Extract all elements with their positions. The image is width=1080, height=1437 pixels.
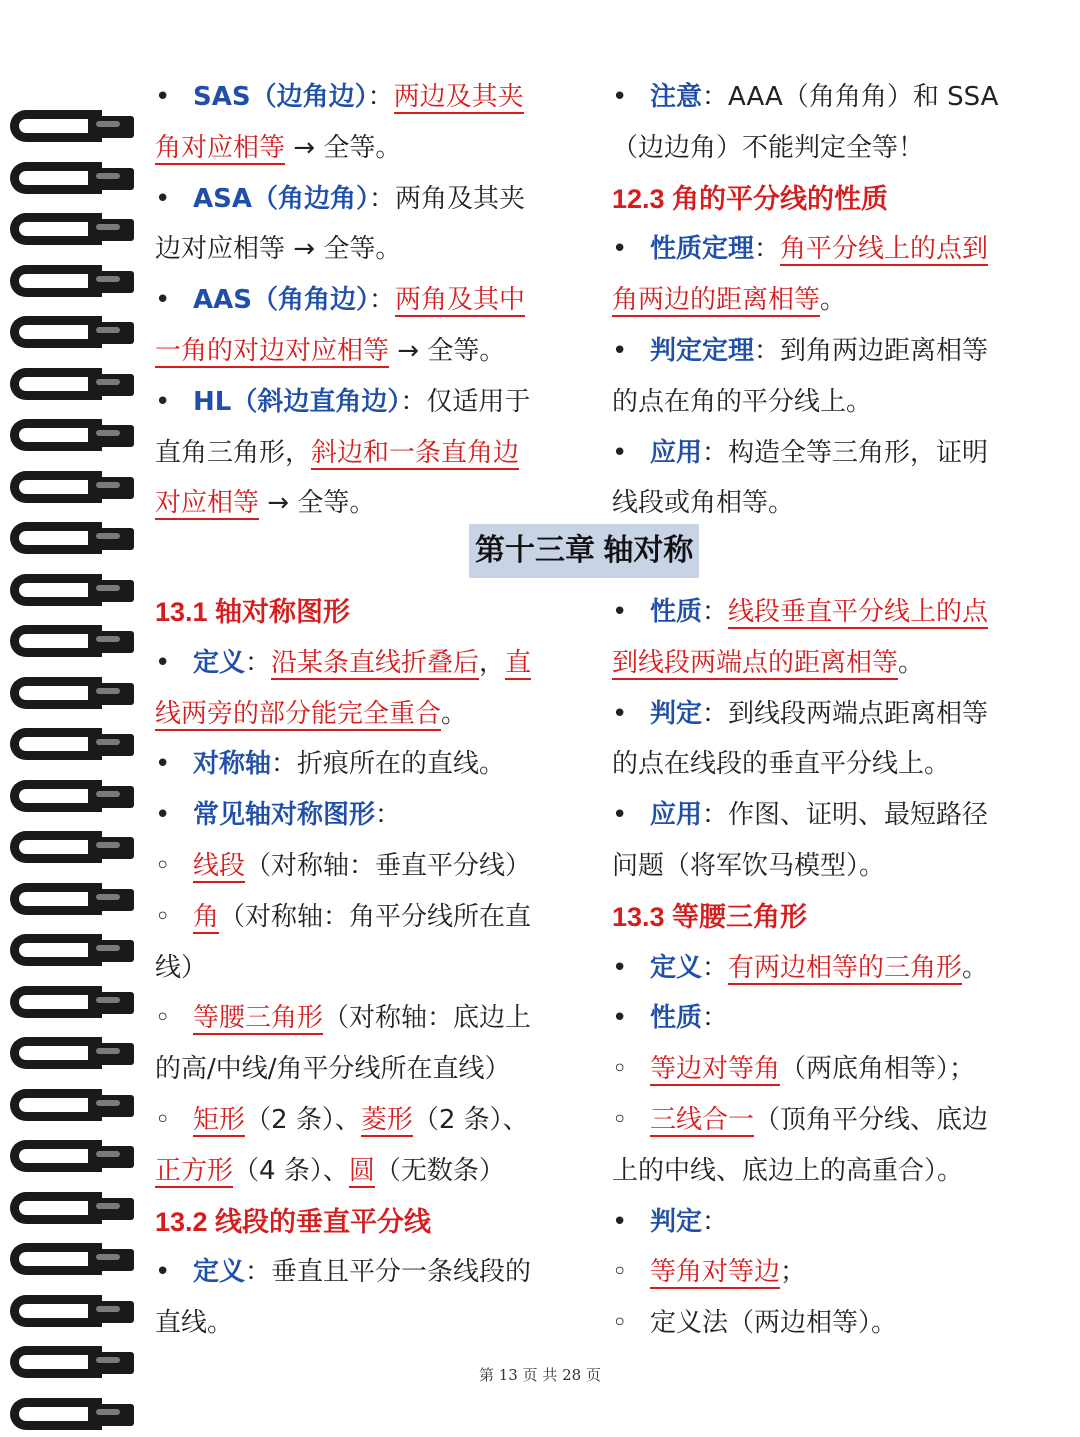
term: 定义 (193, 647, 246, 678)
spiral-coil (10, 780, 130, 818)
list-item (612, 224, 1032, 275)
list-item-cont (155, 478, 575, 529)
text: ：仅适用于 (400, 386, 531, 417)
highlight-text: 沿某条直线折叠后 (271, 647, 480, 678)
left-column-top (155, 72, 575, 529)
highlight-text: 线段 (193, 850, 246, 881)
circle-bullet: ◦ (612, 1054, 628, 1085)
term: 判定 (650, 1206, 703, 1237)
section-heading (612, 892, 1032, 943)
text: ： (702, 1206, 729, 1237)
bullet: • (612, 335, 628, 366)
list-item (155, 377, 575, 428)
list-item (155, 739, 575, 790)
text: 线段或角相等。 (612, 488, 795, 519)
text: ：到线段两端点距离相等 (702, 698, 989, 729)
bullet: • (612, 698, 628, 729)
spiral-coil (10, 471, 130, 509)
term-hl: HL（斜边直角边） (193, 386, 401, 417)
text: 边对应相等 → 全等。 (155, 234, 402, 265)
right-column-top (612, 72, 1032, 529)
highlight-text: 等边对等角 (650, 1054, 781, 1085)
text: ， (479, 647, 506, 678)
section-heading (155, 1197, 575, 1248)
highlight-text: 正方形 (155, 1155, 234, 1186)
highlight-text: 角对应相等 (155, 132, 286, 163)
spiral-coil (10, 1089, 130, 1127)
sub-item-cont (155, 943, 575, 994)
text: （两底角相等）； (780, 1054, 976, 1085)
circle-bullet: ◦ (612, 1308, 628, 1339)
text: ： (375, 800, 402, 831)
sub-item (612, 1298, 1032, 1349)
spiral-coil (10, 986, 130, 1024)
highlight-text: 线两旁的部分能完全重合 (155, 698, 442, 729)
bullet: • (612, 952, 628, 983)
left-column-bottom (155, 587, 575, 1349)
sub-item (612, 1095, 1032, 1146)
highlight-text: 三线合一 (650, 1104, 755, 1135)
spiral-coil (10, 883, 130, 921)
text: 的点在线段的垂直平分线上。 (612, 749, 951, 780)
bullet: • (612, 234, 628, 265)
bullet: • (155, 800, 171, 831)
term: 定义 (193, 1257, 246, 1288)
spiral-coil (10, 419, 130, 457)
list-item (612, 1197, 1032, 1248)
list-item (155, 275, 575, 326)
section-heading (612, 174, 1032, 225)
highlight-text: 到线段两端点的距离相等 (612, 647, 899, 678)
highlight-text: 角两边的距离相等 (612, 285, 821, 316)
sub-item-cont (612, 1146, 1032, 1197)
term: 判定 (650, 698, 703, 729)
list-item-cont (612, 638, 1032, 689)
circle-bullet: ◦ (155, 901, 171, 932)
text: （对称轴：角平分线所在直 (219, 901, 532, 932)
term: 应用 (650, 437, 703, 468)
term-asa: ASA（角边角） (193, 183, 369, 214)
term-aas: AAS（角角边） (193, 285, 369, 316)
spiral-coil (10, 625, 130, 663)
highlight-text: 角 (193, 901, 220, 932)
sub-item (155, 993, 575, 1044)
highlight-text: 菱形 (360, 1104, 413, 1135)
spiral-coil (10, 574, 130, 612)
spiral-coil (10, 1295, 130, 1333)
text: ：到角两边距离相等 (754, 335, 989, 366)
text: ： (754, 234, 781, 265)
spiral-coil (10, 162, 130, 200)
list-item (612, 428, 1032, 479)
text: 上的中线、底边上的高重合）。 (612, 1155, 964, 1186)
spiral-coil (10, 368, 130, 406)
list-item-cont (612, 841, 1032, 892)
term: 应用 (650, 800, 703, 831)
circle-bullet: ◦ (155, 1104, 171, 1135)
bullet: • (155, 82, 171, 112)
bullet: • (155, 1257, 171, 1288)
spiral-coil (10, 110, 130, 148)
sub-item (612, 1044, 1032, 1095)
term: 判定定理 (650, 335, 755, 366)
text: ：两角及其夹 (368, 183, 525, 214)
spiral-coil (10, 677, 130, 715)
text: ： (367, 82, 394, 112)
bullet: • (155, 386, 171, 417)
list-item (612, 943, 1032, 994)
text: 。 (441, 698, 468, 729)
notebook-spiral-binding (0, 40, 140, 1400)
highlight-text: 对应相等 (155, 488, 260, 519)
spiral-coil (10, 934, 130, 972)
text: 线） (155, 952, 208, 983)
list-item-cont (155, 689, 575, 740)
section-title: 13.1 轴对称图形 (155, 597, 351, 627)
list-item (155, 1247, 575, 1298)
text: → 全等。 (285, 132, 402, 163)
text: ： (702, 1003, 729, 1034)
text: （2 条）、 (412, 1104, 529, 1135)
page-footer: 第 13 页 共 28 页 (478, 1366, 601, 1384)
section-title: 13.2 线段的垂直平分线 (155, 1206, 432, 1237)
bullet: • (612, 82, 628, 112)
text: 直线。 (155, 1308, 234, 1339)
sub-item (155, 892, 575, 943)
highlight-text: 线段垂直平分线上的点 (728, 597, 989, 627)
text: 问题（将军饮马模型）。 (612, 850, 886, 881)
spiral-coil (10, 1243, 130, 1281)
term: 性质 (650, 597, 703, 627)
bullet: • (612, 1003, 628, 1034)
highlight-text: 两边及其夹 (393, 82, 524, 112)
text: （2 条）、 (245, 1104, 361, 1135)
text: （对称轴：底边上 (323, 1003, 532, 1034)
section-title: 13.3 等腰三角形 (612, 901, 808, 932)
highlight-text: 一角的对边对应相等 (155, 335, 390, 366)
text: 。 (962, 952, 989, 983)
text: ：AAA（角角角）和 SSA (702, 82, 999, 112)
list-item (612, 790, 1032, 841)
list-item (612, 587, 1032, 638)
circle-bullet: ◦ (155, 850, 171, 881)
term-note: 注意 (650, 82, 703, 112)
bullet: • (612, 800, 628, 831)
highlight-text: 圆 (348, 1155, 375, 1186)
highlight-text: 直 (505, 647, 532, 678)
list-item (155, 638, 575, 689)
highlight-text: 斜边和一条直角边 (311, 437, 520, 468)
text: 直角三角形， (155, 437, 312, 468)
list-item (155, 72, 575, 123)
text: ； (780, 1257, 807, 1288)
section-heading (155, 587, 575, 638)
spiral-coil (10, 1398, 130, 1436)
sub-item (155, 841, 575, 892)
list-item-cont (155, 326, 575, 377)
list-item (155, 790, 575, 841)
bullet: • (155, 285, 171, 316)
list-item-cont (612, 739, 1032, 790)
text: → 全等。 (259, 488, 376, 519)
text: ：作图、证明、最短路径 (702, 800, 989, 831)
text: （顶角平分线、底边 (754, 1104, 989, 1135)
text: ： (245, 647, 272, 678)
text: 。 (898, 647, 925, 678)
highlight-text: 等腰三角形 (193, 1003, 324, 1034)
text: （无数条） (374, 1155, 505, 1186)
circle-bullet: ◦ (155, 1003, 171, 1034)
spiral-coil (10, 1037, 130, 1075)
list-item-cont (612, 123, 1032, 174)
circle-bullet: ◦ (612, 1104, 628, 1135)
text: 的高/中线/角平分线所在直线） (155, 1054, 511, 1085)
right-column-bottom (612, 587, 1032, 1349)
spiral-coil (10, 213, 130, 251)
term: 定义 (650, 952, 703, 983)
term: 常见轴对称图形 (193, 800, 376, 831)
list-item (612, 72, 1032, 123)
highlight-text: 等角对等边 (650, 1257, 781, 1288)
text: 定义法（两边相等）。 (650, 1308, 898, 1339)
term-sas: SAS（边角边） (193, 82, 368, 112)
text: （对称轴：垂直平分线） (245, 850, 532, 881)
list-item (612, 993, 1032, 1044)
spiral-coil (10, 831, 130, 869)
list-item-cont (155, 123, 575, 174)
spiral-coil (10, 522, 130, 560)
term: 性质定理 (650, 234, 755, 265)
text: ： (702, 952, 729, 983)
list-item-cont (612, 377, 1032, 428)
bullet: • (612, 597, 628, 627)
chapter-title: 第十三章 轴对称 (469, 524, 699, 578)
spiral-coil (10, 728, 130, 766)
text: 。 (820, 285, 847, 316)
text: ：构造全等三角形，证明 (702, 437, 989, 468)
text: ： (702, 597, 729, 627)
highlight-text: 两角及其中 (395, 285, 526, 316)
term: 性质 (650, 1003, 703, 1034)
text: ： (368, 285, 395, 316)
section-title: 12.3 角的平分线的性质 (612, 183, 889, 214)
spiral-coil (10, 1140, 130, 1178)
spiral-coil (10, 265, 130, 303)
circle-bullet: ◦ (612, 1257, 628, 1288)
spiral-coil (10, 316, 130, 354)
text: （边边角）不能判定全等！ (612, 132, 925, 163)
text: ：垂直且平分一条线段的 (245, 1257, 532, 1288)
sub-item-cont (155, 1146, 575, 1197)
term: 对称轴 (193, 749, 272, 780)
sub-item (612, 1247, 1032, 1298)
sub-item-cont (155, 1044, 575, 1095)
list-item-cont (612, 478, 1032, 529)
bullet: • (612, 1206, 628, 1237)
text: 的点在角的平分线上。 (612, 386, 873, 417)
spiral-coil (10, 1192, 130, 1230)
list-item-cont (612, 275, 1032, 326)
bullet: • (155, 183, 171, 214)
highlight-text: 角平分线上的点到 (780, 234, 989, 265)
bullet: • (612, 437, 628, 468)
text: （4 条）、 (233, 1155, 349, 1186)
highlight-text: 矩形 (193, 1104, 246, 1135)
text: ：折痕所在的直线。 (271, 749, 506, 780)
list-item-cont (155, 224, 575, 275)
list-item-cont (155, 428, 575, 479)
highlight-text: 有两边相等的三角形 (728, 952, 963, 983)
list-item-cont (155, 1298, 575, 1349)
bullet: • (155, 749, 171, 780)
bullet: • (155, 647, 171, 678)
list-item (155, 174, 575, 225)
sub-item (155, 1095, 575, 1146)
list-item (612, 326, 1032, 377)
list-item (612, 689, 1032, 740)
text: → 全等。 (389, 335, 506, 366)
